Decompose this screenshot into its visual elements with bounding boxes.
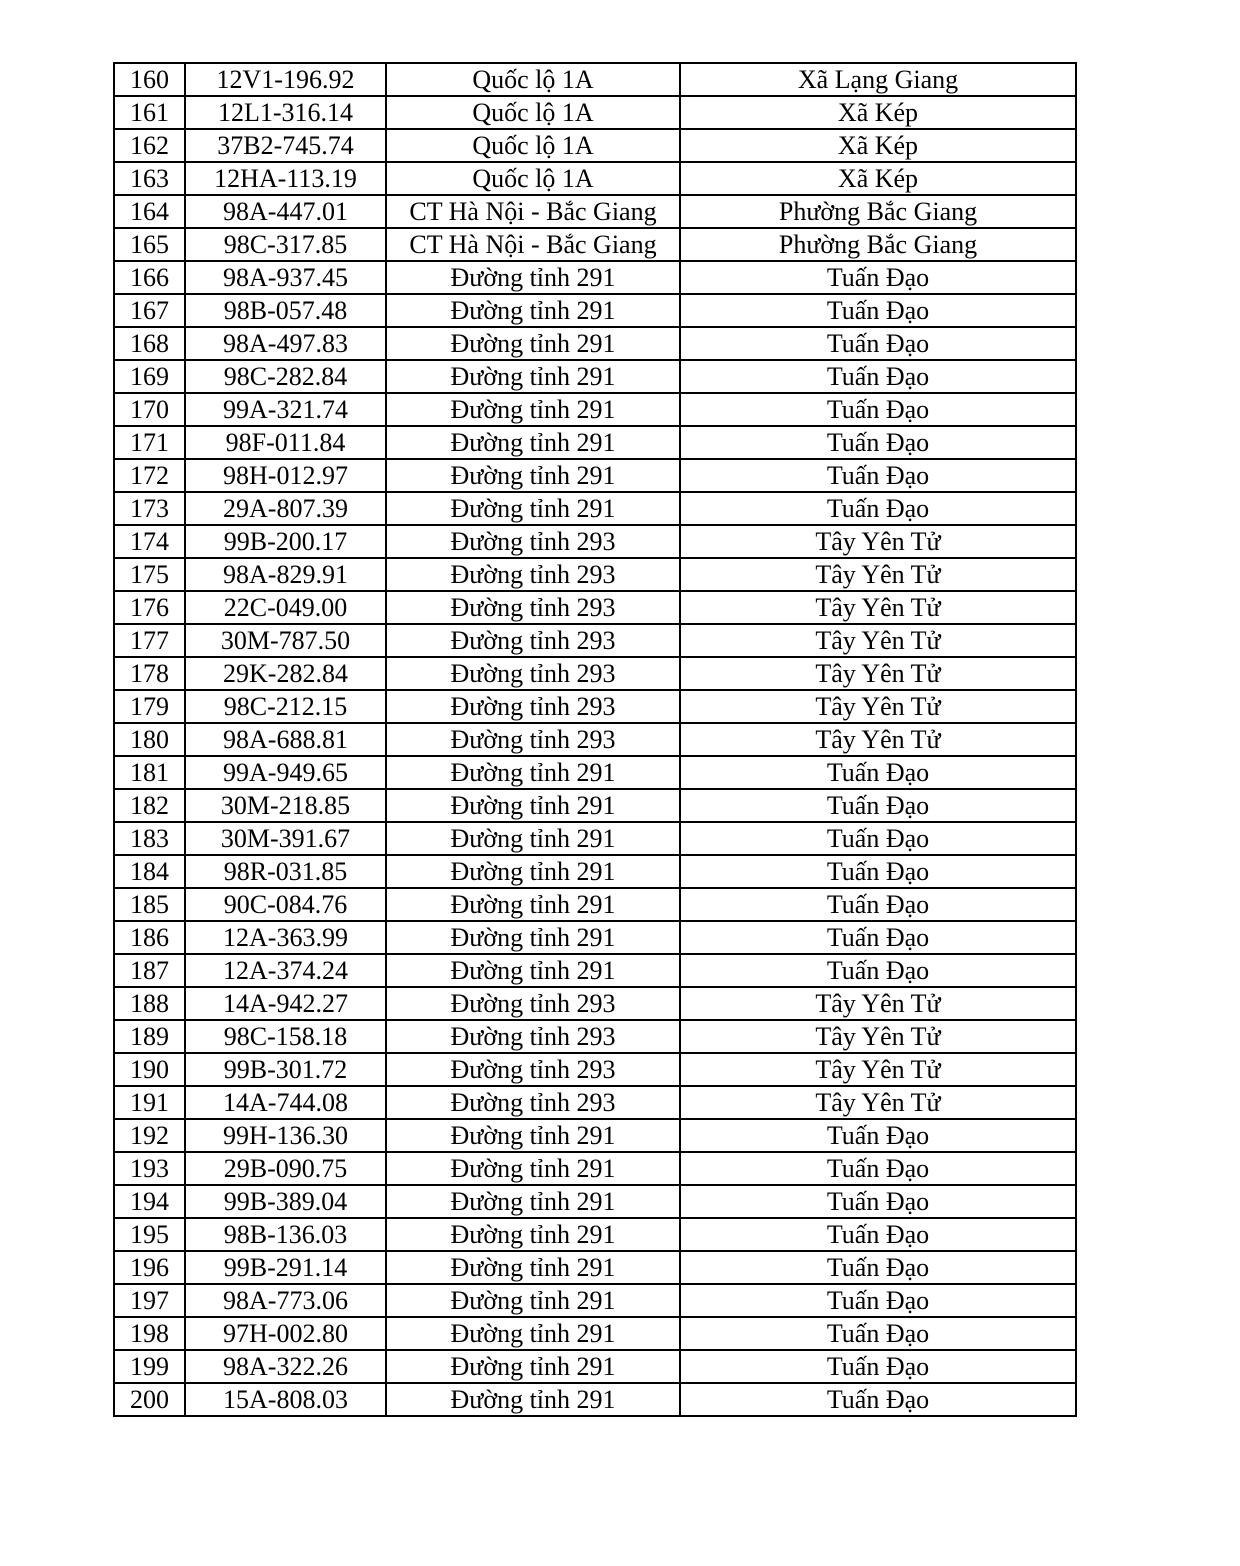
table-row: [114, 1053, 1076, 1086]
road-cell: CT Hà Nội - Bắc Giang: [386, 195, 680, 228]
license-plate-cell: 98A-937.45: [185, 261, 386, 294]
location-cell: Tuấn Đạo: [680, 1251, 1076, 1284]
location-cell: Tây Yên Tử: [680, 1086, 1076, 1119]
road-cell: Đường tỉnh 291: [386, 492, 680, 525]
vehicle-records-table: [113, 62, 1077, 1417]
location-cell: Tuấn Đạo: [680, 459, 1076, 492]
row-number-cell: 177: [114, 624, 185, 657]
row-number-cell: 192: [114, 1119, 185, 1152]
license-plate-cell: 29A-807.39: [185, 492, 386, 525]
location-cell: Tuấn Đạo: [680, 855, 1076, 888]
table-row: [114, 756, 1076, 789]
license-plate-cell: 98A-497.83: [185, 327, 386, 360]
license-plate-cell: 99A-321.74: [185, 393, 386, 426]
road-cell: Quốc lộ 1A: [386, 129, 680, 162]
location-cell: Tuấn Đạo: [680, 1119, 1076, 1152]
license-plate-cell: 98C-282.84: [185, 360, 386, 393]
row-number-cell: 178: [114, 657, 185, 690]
location-cell: Tuấn Đạo: [680, 756, 1076, 789]
location-cell: Xã Kép: [680, 96, 1076, 129]
road-cell: Quốc lộ 1A: [386, 63, 680, 96]
road-cell: Đường tỉnh 293: [386, 1020, 680, 1053]
row-number-cell: 198: [114, 1317, 185, 1350]
location-cell: Tuấn Đạo: [680, 261, 1076, 294]
row-number-cell: 184: [114, 855, 185, 888]
location-cell: Tuấn Đạo: [680, 789, 1076, 822]
road-cell: Đường tỉnh 291: [386, 360, 680, 393]
license-plate-cell: 30M-787.50: [185, 624, 386, 657]
row-number-cell: 188: [114, 987, 185, 1020]
road-cell: Đường tỉnh 291: [386, 426, 680, 459]
road-cell: Đường tỉnh 293: [386, 987, 680, 1020]
row-number-cell: 174: [114, 525, 185, 558]
license-plate-cell: 12V1-196.92: [185, 63, 386, 96]
row-number-cell: 163: [114, 162, 185, 195]
row-number-cell: 183: [114, 822, 185, 855]
row-number-cell: 186: [114, 921, 185, 954]
table-row: [114, 822, 1076, 855]
license-plate-cell: 14A-942.27: [185, 987, 386, 1020]
road-cell: Đường tỉnh 291: [386, 921, 680, 954]
row-number-cell: 200: [114, 1383, 185, 1416]
license-plate-cell: 98A-688.81: [185, 723, 386, 756]
road-cell: Đường tỉnh 291: [386, 822, 680, 855]
row-number-cell: 190: [114, 1053, 185, 1086]
road-cell: Đường tỉnh 291: [386, 261, 680, 294]
row-number-cell: 171: [114, 426, 185, 459]
road-cell: Quốc lộ 1A: [386, 96, 680, 129]
row-number-cell: 197: [114, 1284, 185, 1317]
table-row: [114, 789, 1076, 822]
road-cell: Đường tỉnh 291: [386, 789, 680, 822]
row-number-cell: 182: [114, 789, 185, 822]
license-plate-cell: 98F-011.84: [185, 426, 386, 459]
road-cell: Đường tỉnh 291: [386, 1152, 680, 1185]
license-plate-cell: 98A-829.91: [185, 558, 386, 591]
location-cell: Tuấn Đạo: [680, 1284, 1076, 1317]
license-plate-cell: 22C-049.00: [185, 591, 386, 624]
location-cell: Tuấn Đạo: [680, 822, 1076, 855]
location-cell: Tuấn Đạo: [680, 921, 1076, 954]
license-plate-cell: 98C-212.15: [185, 690, 386, 723]
location-cell: Tây Yên Tử: [680, 558, 1076, 591]
row-number-cell: 179: [114, 690, 185, 723]
license-plate-cell: 29B-090.75: [185, 1152, 386, 1185]
location-cell: Phường Bắc Giang: [680, 195, 1076, 228]
table-row: [114, 1086, 1076, 1119]
road-cell: Đường tỉnh 291: [386, 1119, 680, 1152]
road-cell: Đường tỉnh 291: [386, 327, 680, 360]
table-row: [114, 855, 1076, 888]
table-row: [114, 96, 1076, 129]
road-cell: Đường tỉnh 291: [386, 1218, 680, 1251]
license-plate-cell: 30M-218.85: [185, 789, 386, 822]
location-cell: Xã Kép: [680, 129, 1076, 162]
table-row: [114, 1317, 1076, 1350]
road-cell: Đường tỉnh 291: [386, 393, 680, 426]
license-plate-cell: 98R-031.85: [185, 855, 386, 888]
row-number-cell: 162: [114, 129, 185, 162]
location-cell: Tuấn Đạo: [680, 1185, 1076, 1218]
table-row: [114, 1185, 1076, 1218]
table-row: [114, 987, 1076, 1020]
row-number-cell: 191: [114, 1086, 185, 1119]
location-cell: Tuấn Đạo: [680, 492, 1076, 525]
location-cell: Tuấn Đạo: [680, 888, 1076, 921]
table-row: [114, 558, 1076, 591]
location-cell: Xã Kép: [680, 162, 1076, 195]
table-row: [114, 921, 1076, 954]
license-plate-cell: 12HA-113.19: [185, 162, 386, 195]
license-plate-cell: 12A-363.99: [185, 921, 386, 954]
row-number-cell: 199: [114, 1350, 185, 1383]
location-cell: Tuấn Đạo: [680, 294, 1076, 327]
location-cell: Tây Yên Tử: [680, 624, 1076, 657]
location-cell: Tuấn Đạo: [680, 1152, 1076, 1185]
row-number-cell: 181: [114, 756, 185, 789]
table-row: [114, 690, 1076, 723]
license-plate-cell: 37B2-745.74: [185, 129, 386, 162]
table-row: [114, 327, 1076, 360]
road-cell: Đường tỉnh 293: [386, 657, 680, 690]
table-row: [114, 1218, 1076, 1251]
road-cell: Đường tỉnh 293: [386, 723, 680, 756]
road-cell: Đường tỉnh 293: [386, 1086, 680, 1119]
row-number-cell: 168: [114, 327, 185, 360]
table-row: [114, 1284, 1076, 1317]
license-plate-cell: 98C-317.85: [185, 228, 386, 261]
row-number-cell: 176: [114, 591, 185, 624]
road-cell: Đường tỉnh 291: [386, 954, 680, 987]
license-plate-cell: 98B-136.03: [185, 1218, 386, 1251]
road-cell: Đường tỉnh 291: [386, 1383, 680, 1416]
road-cell: Đường tỉnh 291: [386, 756, 680, 789]
table-row: [114, 1350, 1076, 1383]
table-row: [114, 129, 1076, 162]
location-cell: Phường Bắc Giang: [680, 228, 1076, 261]
license-plate-cell: 99H-136.30: [185, 1119, 386, 1152]
row-number-cell: 160: [114, 63, 185, 96]
row-number-cell: 175: [114, 558, 185, 591]
license-plate-cell: 90C-084.76: [185, 888, 386, 921]
table-row: [114, 1251, 1076, 1284]
road-cell: Đường tỉnh 291: [386, 1317, 680, 1350]
row-number-cell: 194: [114, 1185, 185, 1218]
road-cell: Đường tỉnh 291: [386, 1185, 680, 1218]
table-row: [114, 261, 1076, 294]
license-plate-cell: 97H-002.80: [185, 1317, 386, 1350]
license-plate-cell: 14A-744.08: [185, 1086, 386, 1119]
table-row: [114, 492, 1076, 525]
location-cell: Tây Yên Tử: [680, 591, 1076, 624]
license-plate-cell: 99B-301.72: [185, 1053, 386, 1086]
location-cell: Tuấn Đạo: [680, 426, 1076, 459]
row-number-cell: 195: [114, 1218, 185, 1251]
location-cell: Tuấn Đạo: [680, 393, 1076, 426]
license-plate-cell: 99A-949.65: [185, 756, 386, 789]
table-row: [114, 591, 1076, 624]
row-number-cell: 189: [114, 1020, 185, 1053]
road-cell: Đường tỉnh 291: [386, 294, 680, 327]
license-plate-cell: 98A-447.01: [185, 195, 386, 228]
table-body: [114, 63, 1076, 1416]
license-plate-cell: 98H-012.97: [185, 459, 386, 492]
location-cell: Xã Lạng Giang: [680, 63, 1076, 96]
road-cell: Đường tỉnh 291: [386, 459, 680, 492]
road-cell: Đường tỉnh 291: [386, 1284, 680, 1317]
row-number-cell: 187: [114, 954, 185, 987]
road-cell: CT Hà Nội - Bắc Giang: [386, 228, 680, 261]
row-number-cell: 185: [114, 888, 185, 921]
location-cell: Tây Yên Tử: [680, 987, 1076, 1020]
location-cell: Tây Yên Tử: [680, 1020, 1076, 1053]
license-plate-cell: 98B-057.48: [185, 294, 386, 327]
location-cell: Tuấn Đạo: [680, 360, 1076, 393]
table-row: [114, 63, 1076, 96]
license-plate-cell: 98A-322.26: [185, 1350, 386, 1383]
row-number-cell: 193: [114, 1152, 185, 1185]
table-row: [114, 888, 1076, 921]
license-plate-cell: 29K-282.84: [185, 657, 386, 690]
table-row: [114, 1152, 1076, 1185]
table-row: [114, 657, 1076, 690]
row-number-cell: 172: [114, 459, 185, 492]
road-cell: Đường tỉnh 293: [386, 690, 680, 723]
road-cell: Đường tỉnh 293: [386, 591, 680, 624]
table-row: [114, 393, 1076, 426]
row-number-cell: 170: [114, 393, 185, 426]
row-number-cell: 167: [114, 294, 185, 327]
row-number-cell: 161: [114, 96, 185, 129]
table-row: [114, 162, 1076, 195]
license-plate-cell: 99B-291.14: [185, 1251, 386, 1284]
location-cell: Tuấn Đạo: [680, 1350, 1076, 1383]
road-cell: Đường tỉnh 291: [386, 1251, 680, 1284]
location-cell: Tuấn Đạo: [680, 327, 1076, 360]
table-row: [114, 1020, 1076, 1053]
license-plate-cell: 12A-374.24: [185, 954, 386, 987]
table-row: [114, 624, 1076, 657]
table-row: [114, 195, 1076, 228]
table-row: [114, 954, 1076, 987]
road-cell: Đường tỉnh 293: [386, 525, 680, 558]
road-cell: Đường tỉnh 293: [386, 624, 680, 657]
table-row: [114, 1119, 1076, 1152]
road-cell: Quốc lộ 1A: [386, 162, 680, 195]
license-plate-cell: 12L1-316.14: [185, 96, 386, 129]
table-row: [114, 459, 1076, 492]
location-cell: Tây Yên Tử: [680, 657, 1076, 690]
location-cell: Tây Yên Tử: [680, 525, 1076, 558]
table-row: [114, 525, 1076, 558]
table-row: [114, 228, 1076, 261]
license-plate-cell: 99B-389.04: [185, 1185, 386, 1218]
table-row: [114, 723, 1076, 756]
road-cell: Đường tỉnh 291: [386, 1350, 680, 1383]
row-number-cell: 169: [114, 360, 185, 393]
row-number-cell: 173: [114, 492, 185, 525]
license-plate-cell: 98C-158.18: [185, 1020, 386, 1053]
location-cell: Tuấn Đạo: [680, 954, 1076, 987]
row-number-cell: 196: [114, 1251, 185, 1284]
location-cell: Tuấn Đạo: [680, 1383, 1076, 1416]
license-plate-cell: 99B-200.17: [185, 525, 386, 558]
table-row: [114, 426, 1076, 459]
road-cell: Đường tỉnh 291: [386, 855, 680, 888]
location-cell: Tây Yên Tử: [680, 690, 1076, 723]
row-number-cell: 166: [114, 261, 185, 294]
row-number-cell: 164: [114, 195, 185, 228]
row-number-cell: 165: [114, 228, 185, 261]
road-cell: Đường tỉnh 293: [386, 558, 680, 591]
row-number-cell: 180: [114, 723, 185, 756]
road-cell: Đường tỉnh 291: [386, 888, 680, 921]
license-plate-cell: 30M-391.67: [185, 822, 386, 855]
license-plate-cell: 15A-808.03: [185, 1383, 386, 1416]
license-plate-cell: 98A-773.06: [185, 1284, 386, 1317]
table-row: [114, 294, 1076, 327]
road-cell: Đường tỉnh 293: [386, 1053, 680, 1086]
location-cell: Tuấn Đạo: [680, 1218, 1076, 1251]
table-row: [114, 1383, 1076, 1416]
location-cell: Tuấn Đạo: [680, 1317, 1076, 1350]
location-cell: Tây Yên Tử: [680, 1053, 1076, 1086]
table-row: [114, 360, 1076, 393]
location-cell: Tây Yên Tử: [680, 723, 1076, 756]
